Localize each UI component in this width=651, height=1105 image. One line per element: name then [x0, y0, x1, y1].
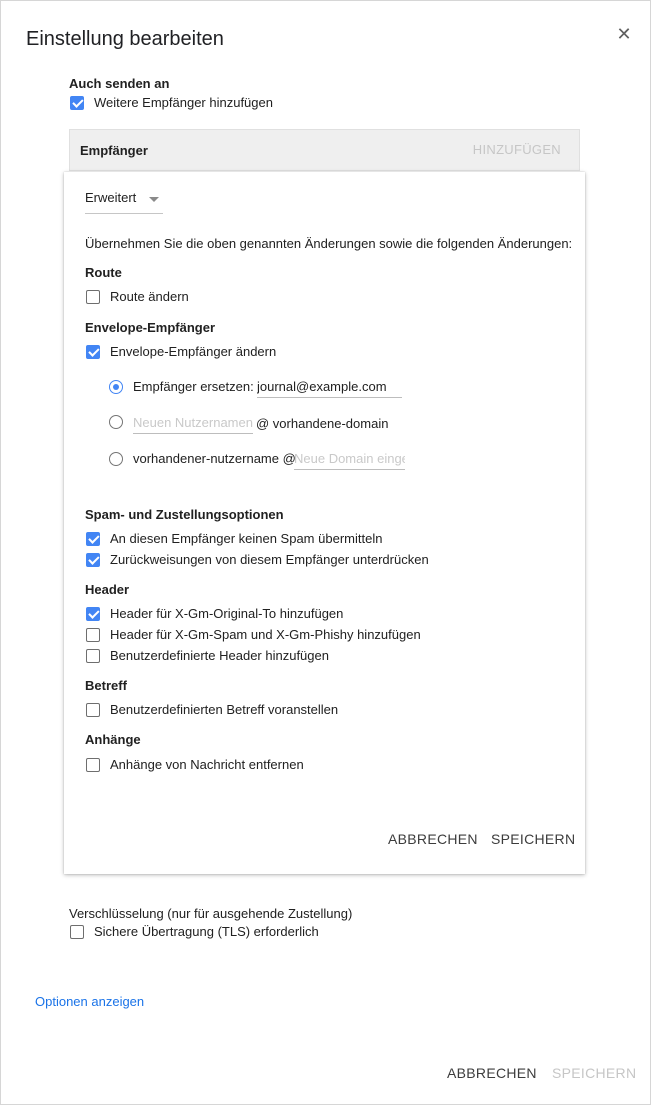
suppress-bounces-row[interactable] [86, 552, 429, 567]
change-route-label: Route ändern [110, 289, 189, 304]
footer-cancel-button[interactable]: ABBRECHEN [447, 1065, 537, 1081]
subject-heading: Betreff [85, 678, 127, 693]
original-to-label: Header für X-Gm-Original-To hinzufügen [110, 606, 344, 621]
existing-domain-label: @ vorhandene-domain [256, 416, 389, 431]
close-icon[interactable]: ✕ [616, 23, 632, 44]
no-spam-label: An diesen Empfänger keinen Spam übermitteln [110, 531, 383, 546]
also-send-heading: Auch senden an [69, 76, 170, 91]
envelope-heading: Envelope-Empfänger [85, 320, 216, 335]
show-options-link[interactable]: Optionen anzeigen [35, 994, 145, 1009]
tls-label: Sichere Übertragung (TLS) erforderlich [94, 924, 319, 939]
recipients-bar [69, 129, 580, 171]
header-heading: Header [85, 582, 130, 597]
prepend-subject-row[interactable] [86, 702, 338, 717]
new-username-input[interactable] [133, 412, 253, 434]
change-envelope-label: Envelope-Empfänger ändern [110, 344, 277, 359]
custom-headers-label: Benutzerdefinierte Header hinzufügen [110, 648, 329, 663]
tls-checkbox[interactable] [70, 925, 84, 939]
prepend-subject-label: Benutzerdefinierten Betreff voranstellen [110, 702, 339, 717]
spam-phishy-row[interactable] [86, 627, 421, 642]
new-domain-row[interactable] [109, 451, 296, 466]
card-save-button[interactable]: SPEICHERN [491, 831, 576, 847]
mode-select[interactable] [85, 190, 163, 214]
add-recipients-label: Weitere Empfänger hinzufügen [94, 95, 273, 110]
spam-phishy-label: Header für X-Gm-Spam und X-Gm-Phishy hinzufügen [110, 627, 421, 642]
custom-headers-row[interactable] [86, 648, 329, 663]
add-recipient-button[interactable]: HINZUFÜGEN [472, 142, 561, 157]
change-envelope-checkbox[interactable] [86, 345, 100, 359]
change-envelope-row[interactable] [86, 344, 276, 359]
route-heading: Route [85, 265, 122, 280]
add-recipients-checkbox[interactable] [70, 96, 84, 110]
custom-headers-checkbox[interactable] [86, 649, 100, 663]
new-domain-input[interactable] [294, 448, 405, 470]
mode-select-value: Erweitert [85, 190, 137, 205]
encryption-heading: Verschlüsselung (nur für ausgehende Zustellung) [69, 906, 353, 921]
spam-heading: Spam- und Zustellungsoptionen [85, 507, 284, 522]
no-spam-checkbox[interactable] [86, 532, 100, 546]
change-route-row[interactable] [86, 289, 189, 304]
suppress-bounces-label: Zurückweisungen von diesem Empfänger unterdrücken [110, 552, 429, 567]
prepend-subject-checkbox[interactable] [86, 703, 100, 717]
suppress-bounces-checkbox[interactable] [86, 553, 100, 567]
remove-attachments-checkbox[interactable] [86, 758, 100, 772]
tls-row[interactable] [70, 924, 319, 939]
footer-save-button[interactable]: SPEICHERN [552, 1065, 637, 1081]
no-spam-row[interactable] [86, 531, 382, 546]
change-route-checkbox[interactable] [86, 290, 100, 304]
replace-recipient-radio[interactable] [109, 380, 123, 394]
new-username-row[interactable] [109, 415, 133, 429]
recipient-settings-card [64, 172, 585, 874]
new-domain-radio[interactable] [109, 452, 123, 466]
intro-text: Übernehmen Sie die oben genannten Änderungen sowie die folgenden Änderungen: [85, 236, 573, 251]
original-to-checkbox[interactable] [86, 607, 100, 621]
card-cancel-button[interactable]: ABBRECHEN [388, 831, 478, 847]
remove-attachments-row[interactable] [86, 757, 304, 772]
add-recipients-checkbox-row[interactable] [70, 95, 273, 110]
replace-recipient-row[interactable] [109, 379, 254, 394]
replace-recipient-label: Empfänger ersetzen: [133, 379, 254, 394]
new-username-radio[interactable] [109, 415, 123, 429]
dialog-title: Einstellung bearbeiten [26, 28, 224, 50]
caret-down-icon [149, 197, 159, 202]
recipients-label: Empfänger [80, 143, 148, 158]
existing-username-label: vorhandener-nutzername @ [133, 451, 296, 466]
original-to-row[interactable] [86, 606, 343, 621]
spam-phishy-checkbox[interactable] [86, 628, 100, 642]
attachments-heading: Anhänge [85, 732, 141, 747]
remove-attachments-label: Anhänge von Nachricht entfernen [110, 757, 304, 772]
replace-recipient-input[interactable] [257, 376, 402, 398]
